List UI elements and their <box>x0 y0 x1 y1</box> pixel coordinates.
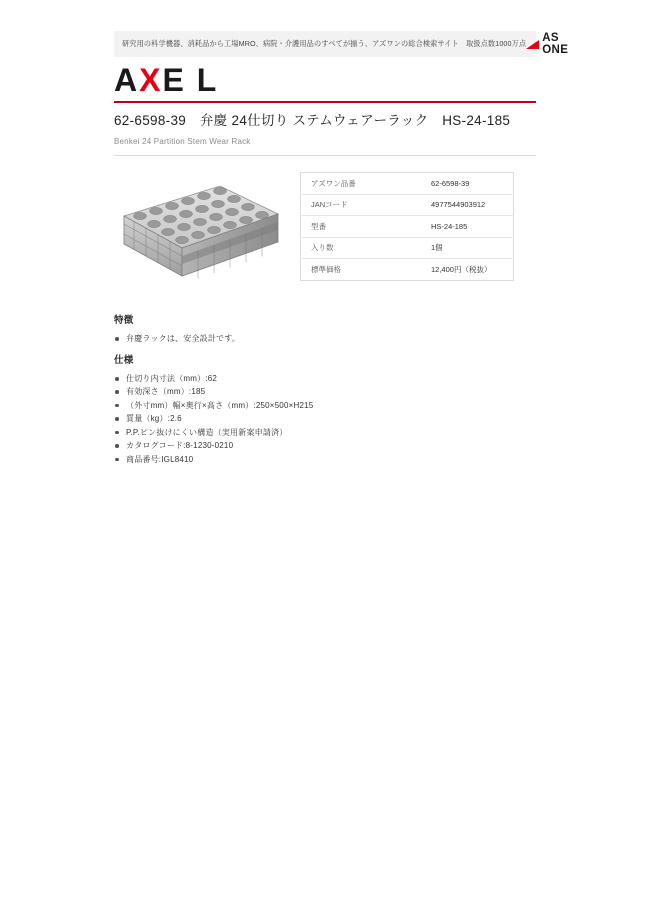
as-one-logo <box>526 32 568 56</box>
list-item: 弁慶ラックは、安全設計です。 <box>114 332 544 345</box>
table-row <box>301 194 514 216</box>
specifications-list <box>114 372 544 466</box>
specifications-heading: 仕様 <box>114 355 134 366</box>
spec-value: 62-6598-39 <box>421 173 514 195</box>
axel-logo <box>114 64 218 96</box>
features-section <box>114 312 544 345</box>
spec-label: アズワン品番 <box>301 173 422 195</box>
list-item: カタログコード:8-1230-0210 <box>114 439 544 452</box>
spec-value: 1個 <box>421 237 514 259</box>
list-item: 仕切り内寸法（mm）:62 <box>114 372 544 385</box>
specifications-section <box>114 352 544 466</box>
product-spec-table <box>300 172 514 281</box>
as-one-mark-icon <box>526 40 539 49</box>
list-item: 質量（kg）:2.6 <box>114 412 544 425</box>
axel-logo-part2: E L <box>162 62 219 98</box>
gray-divider <box>114 155 536 156</box>
list-item: 有効深さ（mm）:185 <box>114 385 544 398</box>
table-row <box>301 216 514 238</box>
list-item: P.P.ピン抜けにくい構造（実用新案申請済） <box>114 426 544 439</box>
spec-label: JANコード <box>301 194 422 216</box>
axel-logo-part1: A <box>114 62 140 98</box>
red-divider <box>114 101 536 103</box>
site-banner <box>114 31 569 57</box>
as-one-brand-text: AS ONE <box>542 32 569 56</box>
table-row <box>301 173 514 195</box>
product-image <box>112 172 290 290</box>
axel-logo-accent: X <box>139 62 163 98</box>
page-subtitle: Benkei 24 Partition Stem Wear Rack <box>114 136 251 146</box>
list-item: 商品番号:IGL8410 <box>114 453 544 466</box>
list-item: （外寸mm）幅×奥行×高さ（mm）:250×500×H215 <box>114 399 544 412</box>
spec-label: 標準価格 <box>311 264 341 274</box>
spec-value: 4977544903912 <box>421 194 514 216</box>
features-heading: 特徴 <box>114 315 134 326</box>
spec-label: 入り数 <box>301 237 422 259</box>
table-row <box>301 259 514 281</box>
table-row <box>301 237 514 259</box>
spec-value: 12,400円（税抜） <box>431 264 492 274</box>
spec-label: 型番 <box>301 216 422 238</box>
title-block <box>114 112 544 146</box>
banner-text: 研究用の科学機器、消耗品から工場MRO、病院・介護用品のすべてが揃う、アズワンの総合検索サイト 取扱点数1000万点 <box>122 39 527 48</box>
features-list <box>114 332 544 345</box>
page-title: 62-6598-39 弁慶 24仕切り ステムウェアーラック HS-24-185 <box>114 113 511 128</box>
spec-value: HS-24-185 <box>421 216 514 238</box>
